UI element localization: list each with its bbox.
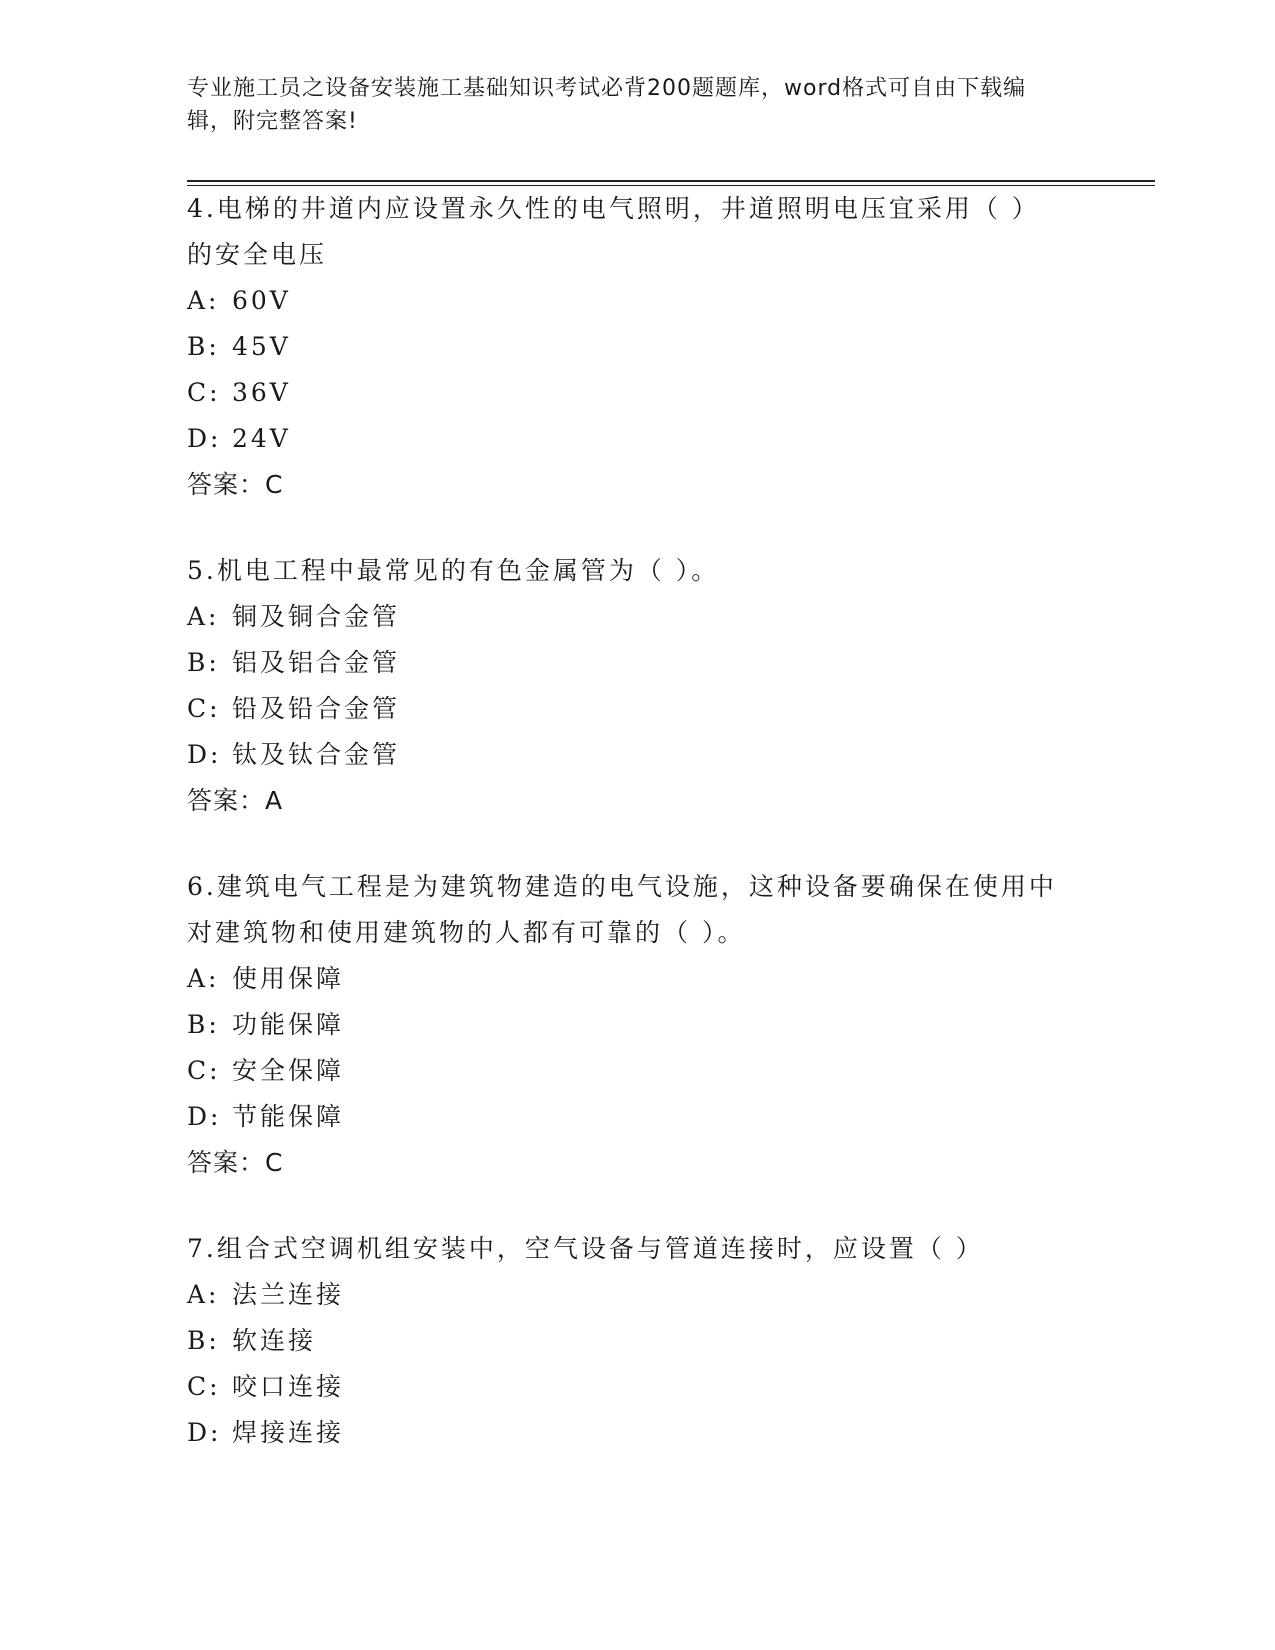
question-6 xyxy=(187,864,1067,1186)
question-5 xyxy=(187,548,1067,824)
option-c xyxy=(187,1048,1067,1094)
option-letter: C: xyxy=(187,1372,221,1401)
document-header: 专业施工员之设备安装施工基础知识考试必背200题题库，word格式可自由下载编辑，附完整答案! xyxy=(187,76,1027,134)
option-letter: D: xyxy=(187,740,222,769)
option-c xyxy=(187,370,1067,416)
option-text: 铅及铅合金管 xyxy=(232,694,401,723)
option-b xyxy=(187,1318,1067,1364)
question-stem: 5.机电工程中最常见的有色金属管为（ ）。 xyxy=(187,556,720,585)
option-text: 焊接连接 xyxy=(232,1418,345,1447)
option-letter: C: xyxy=(187,694,221,723)
option-b xyxy=(187,1002,1067,1048)
option-text: 60V xyxy=(232,286,291,315)
option-letter: C: xyxy=(187,378,221,407)
option-text: 45V xyxy=(232,332,291,361)
option-b xyxy=(187,324,1067,370)
option-text: 节能保障 xyxy=(232,1102,345,1131)
option-letter: A: xyxy=(187,286,220,315)
question-4 xyxy=(187,186,1067,508)
option-letter: B: xyxy=(187,648,220,677)
option-text: 咬口连接 xyxy=(232,1372,345,1401)
option-d xyxy=(187,1094,1067,1140)
header-divider-thick xyxy=(187,180,1155,182)
option-letter: B: xyxy=(187,1010,220,1039)
option-letter: D: xyxy=(187,1418,222,1447)
question-7 xyxy=(187,1226,1067,1456)
answer-label: 答案：C xyxy=(187,470,284,499)
question-stem: 4.电梯的井道内应设置永久性的电气照明，井道照明电压宜采用（ ）的安全电压 xyxy=(187,194,1040,269)
option-letter: B: xyxy=(187,1326,220,1355)
option-text: 软连接 xyxy=(232,1326,317,1355)
option-letter: B: xyxy=(187,332,220,361)
option-letter: A: xyxy=(187,602,220,631)
option-letter: D: xyxy=(187,1102,222,1131)
option-d xyxy=(187,732,1067,778)
answer-label: 答案：C xyxy=(187,1148,284,1177)
option-a xyxy=(187,278,1067,324)
option-d xyxy=(187,1410,1067,1456)
option-a xyxy=(187,956,1067,1002)
option-letter: D: xyxy=(187,424,222,453)
option-a xyxy=(187,594,1067,640)
option-letter: C: xyxy=(187,1056,221,1085)
answer-label: 答案：A xyxy=(187,786,284,815)
option-c xyxy=(187,1364,1067,1410)
option-letter: A: xyxy=(187,1280,220,1309)
option-text: 功能保障 xyxy=(232,1010,345,1039)
option-text: 钛及钛合金管 xyxy=(232,740,401,769)
option-d xyxy=(187,416,1067,462)
option-text: 安全保障 xyxy=(232,1056,345,1085)
option-text: 24V xyxy=(232,424,291,453)
option-text: 使用保障 xyxy=(232,964,345,993)
question-stem: 7.组合式空调机组安装中，空气设备与管道连接时，应设置（ ） xyxy=(187,1234,984,1263)
option-a xyxy=(187,1272,1067,1318)
option-c xyxy=(187,686,1067,732)
option-text: 法兰连接 xyxy=(232,1280,345,1309)
question-stem: 6.建筑电气工程是为建筑物建造的电气设施，这种设备要确保在使用中对建筑物和使用建筑物的人都有可靠的（ ）。 xyxy=(187,872,1057,947)
option-text: 36V xyxy=(232,378,291,407)
option-text: 铝及铝合金管 xyxy=(232,648,401,677)
option-b xyxy=(187,640,1067,686)
option-text: 铜及铜合金管 xyxy=(232,602,401,631)
option-letter: A: xyxy=(187,964,220,993)
